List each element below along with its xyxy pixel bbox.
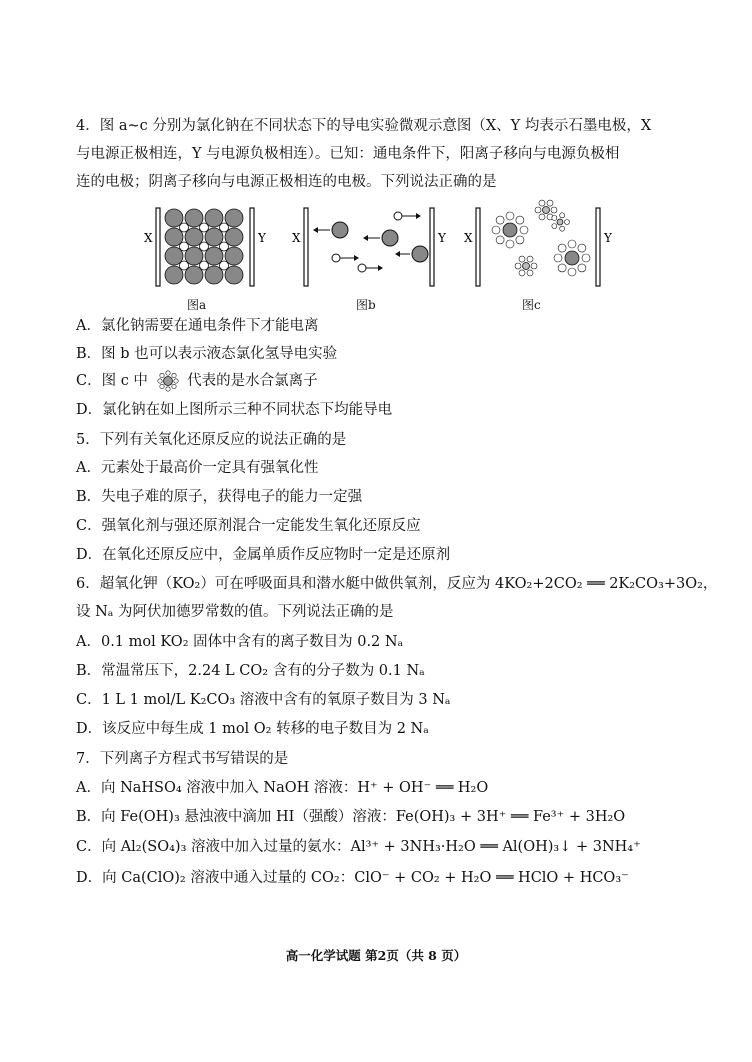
q4-option-d: D．氯化钠在如上图所示三种不同状态下均能导电: [76, 402, 393, 418]
water-molecule: [527, 270, 533, 276]
q6-option-a: A．0.1 mol KO₂ 固体中含有的离子数目为 0.2 Nₐ: [76, 634, 404, 650]
lattice-cation: [200, 242, 209, 251]
water-molecule: [496, 236, 504, 244]
q4-stem-line3: 连的电极；阴离子移向与电源正极相连的电极。下列说法正确的是: [76, 174, 497, 190]
q5-option-c: C．强氧化剂与强还原剂混合一定能发生氧化还原反应: [76, 518, 421, 534]
q6-stem-line1: 6．超氧化钾（KO₂）可在呼吸面具和潜水艇中做供氧剂，反应为 4KO₂+2CO₂ ══ 2K₂CO₃+3O₂，: [76, 576, 718, 592]
water-molecule: [519, 270, 525, 276]
hydrated-ion-icon: [153, 370, 183, 392]
water-molecule: [539, 200, 545, 206]
water-molecule: [531, 263, 537, 269]
hydrated-ion-core: [565, 251, 579, 265]
q5-option-a: A．元素处于最高价一定具有强氧化性: [76, 460, 319, 476]
q4-option-c-prefix: C．图 c 中: [76, 373, 148, 389]
q7-stem: 7．下列离子方程式书写错误的是: [76, 751, 289, 767]
q7-option-c: C．向 Al₂(SO₄)₃ 溶液中加入过量的氨水：Al³⁺ + 3NH₃·H₂O ══ Al(OH)₃↓ + 3NH₄⁺: [76, 839, 641, 855]
water-molecule: [560, 213, 565, 218]
fig-a-electrode-y-label: Y: [258, 231, 266, 245]
conductivity-figure: [140, 196, 620, 316]
q6-option-b: B．常温常压下，2.24 L CO₂ 含有的分子数为 0.1 Nₐ: [76, 663, 425, 679]
lattice-cation: [220, 223, 229, 232]
water-molecule: [552, 215, 557, 220]
q5-option-d: D．在氧化还原反应中，金属单质作反应物时一定是还原剂: [76, 547, 451, 563]
water-molecule: [516, 216, 524, 224]
water-molecule: [565, 220, 570, 225]
q4-option-c: [76, 370, 696, 392]
water-molecule: [558, 244, 566, 252]
fig-c-electrode-x-label: X: [464, 231, 473, 245]
water-molecule: [519, 256, 525, 262]
lattice-cation: [220, 261, 229, 270]
water-molecule: [506, 240, 514, 248]
lattice-cation: [180, 223, 189, 232]
water-molecule: [527, 256, 533, 262]
water-molecule: [578, 244, 586, 252]
q5-option-b: B．失电子难的原子，获得电子的能力一定强: [76, 489, 363, 505]
q6-option-d: D．该反应中每生成 1 mol O₂ 转移的电子数目为 2 Nₐ: [76, 721, 429, 737]
water-molecule: [551, 207, 557, 213]
figure-b-molten: [292, 208, 447, 286]
figure-a-caption: 图a: [187, 298, 207, 312]
page-footer: 高一化学试题 第2页（共 8 页）: [285, 948, 467, 963]
fig-b-electrode-x-label: X: [292, 231, 301, 245]
q7-option-d: D．向 Ca(ClO)₂ 溶液中通入过量的 CO₂：ClO⁻ + CO₂ + H₂O ══ HClO + HCO₃⁻: [76, 870, 629, 886]
q6-stem-line2: 设 Nₐ 为阿伏加德罗常数的值。下列说法正确的是: [76, 604, 394, 620]
water-molecule: [568, 240, 576, 248]
hydrated-ion-core: [543, 207, 550, 214]
lattice-cation: [180, 261, 189, 270]
water-molecule: [506, 212, 514, 220]
lattice-cation: [180, 242, 189, 251]
q7-option-a: A．向 NaHSO₄ 溶液中加入 NaOH 溶液：H⁺ + OH⁻ ══ H₂O: [76, 780, 489, 796]
figure-a-solid-crystal: [144, 208, 267, 286]
water-molecule: [568, 268, 576, 276]
lattice-cation: [200, 223, 209, 232]
water-molecule: [515, 263, 521, 269]
fig-c-electrode-y-label: Y: [604, 231, 612, 245]
q7-option-b: B．向 Fe(OH)₃ 悬浊液中滴加 HI（强酸）溶液：Fe(OH)₃ + 3H⁺ ══ Fe³⁺ + 3H₂O: [76, 809, 626, 825]
hydrated-ion-core: [503, 223, 517, 237]
water-molecule: [582, 254, 590, 262]
hydrated-ion-core: [557, 219, 563, 225]
water-molecule: [492, 226, 500, 234]
hydrated-ion-core: [523, 263, 530, 270]
q4-option-b: B．图 b 也可以表示液态氯化氢导电实验: [76, 346, 338, 362]
figure-b-caption: 图b: [356, 298, 376, 312]
water-molecule: [554, 254, 562, 262]
fig-b-electrode-y-label: Y: [438, 231, 446, 245]
water-molecule: [560, 226, 565, 231]
q4-stem-line2: 与电源正极相连，Y 与电源负极相连）。已知：通电条件下，阳离子移向与电源负极相: [76, 146, 620, 162]
lattice-cation: [200, 261, 209, 270]
water-molecule: [578, 264, 586, 272]
water-molecule: [496, 216, 504, 224]
water-molecule: [520, 226, 528, 234]
water-molecule: [516, 236, 524, 244]
water-molecule: [547, 200, 553, 206]
figure-c-solution: [464, 200, 613, 286]
water-molecule: [558, 264, 566, 272]
figure-c-caption: 图c: [522, 298, 541, 312]
lattice-cation: [220, 242, 229, 251]
water-molecule: [539, 214, 545, 220]
q4-option-a: A．氯化钠需要在通电条件下才能电离: [76, 318, 319, 334]
water-molecule: [552, 224, 557, 229]
water-molecule: [535, 207, 541, 213]
q4-option-c-suffix: 代表的是水合氯离子: [187, 373, 318, 389]
q5-stem: 5．下列有关氧化还原反应的说法正确的是: [76, 432, 347, 448]
q4-stem-line1: 4．图 a~c 分别为氯化钠在不同状态下的导电实验微观示意图（X、Y 均表示石墨电极，X: [76, 118, 652, 134]
q6-option-c: C．1 L 1 mol/L K₂CO₃ 溶液中含有的氧原子数目为 3 Nₐ: [76, 692, 451, 708]
fig-a-electrode-x-label: X: [144, 231, 153, 245]
